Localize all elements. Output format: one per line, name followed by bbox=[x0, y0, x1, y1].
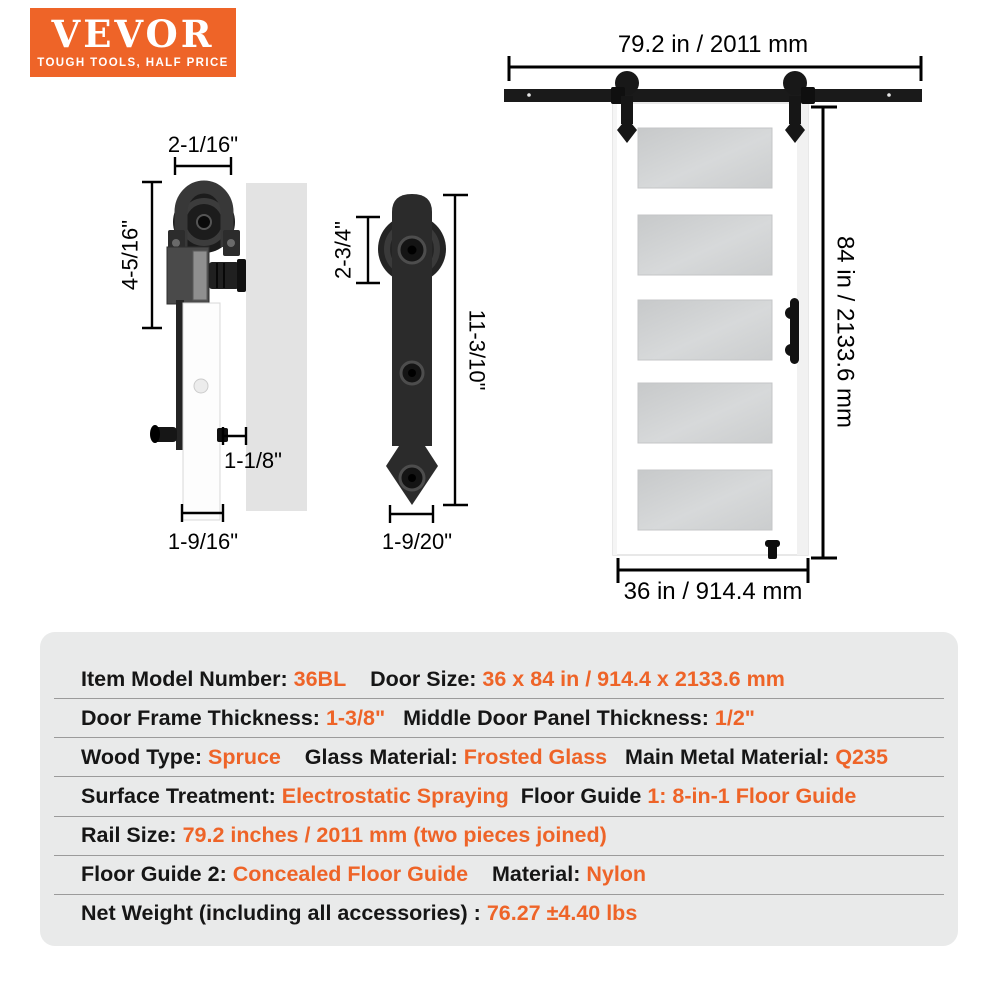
brand-tagline: TOUGH TOOLS, HALF PRICE bbox=[37, 57, 229, 69]
spec-label bbox=[468, 862, 492, 887]
spec-label bbox=[607, 745, 625, 770]
door-edge-strip bbox=[183, 303, 220, 520]
dim-label-roller-top-width: 2-1/16" bbox=[167, 132, 239, 157]
dim-label-door-height: 84 in / 2133.6 mm bbox=[831, 235, 859, 429]
spec-row bbox=[54, 777, 944, 816]
roller-side-diagram bbox=[100, 130, 320, 580]
spec-label: Middle Door Panel Thickness: bbox=[403, 705, 715, 730]
spec-label: Door Size: bbox=[370, 666, 483, 691]
spec-row bbox=[54, 856, 944, 895]
spec-label: Glass Material: bbox=[304, 744, 464, 769]
spec-label: Floor Guide bbox=[520, 783, 648, 808]
spec-label bbox=[281, 745, 305, 770]
spec-value: Q235 bbox=[835, 744, 888, 769]
spec-value: 1-3/8" bbox=[325, 705, 386, 730]
dim-roller-height bbox=[118, 182, 162, 328]
spec-label: Item Model Number: bbox=[81, 666, 294, 691]
spec-label: Material: bbox=[491, 862, 587, 887]
spec-label bbox=[385, 706, 403, 731]
dim-label-hanger-height: 11-3/10" bbox=[464, 309, 490, 391]
dim-hanger-bottom-width bbox=[382, 505, 452, 554]
spec-label: Net Weight (including all accessories) : bbox=[81, 901, 487, 926]
dim-rail-length bbox=[509, 31, 921, 81]
spec-row bbox=[54, 699, 944, 738]
spec-label: Door Frame Thickness: bbox=[81, 705, 326, 730]
spec-label bbox=[509, 784, 521, 809]
spec-table bbox=[40, 632, 958, 946]
dim-label-roller-bottom-width: 1-9/16" bbox=[167, 529, 239, 554]
spec-label: Floor Guide 2: bbox=[81, 862, 233, 887]
spec-value: Frosted Glass bbox=[463, 744, 608, 769]
spec-row bbox=[54, 895, 944, 933]
sliding-rail bbox=[504, 89, 922, 102]
spec-row bbox=[54, 660, 944, 699]
spec-value: 79.2 inches / 2011 mm (two pieces joined) bbox=[182, 823, 607, 848]
dim-label-hanger-wheel: 2-3/4" bbox=[330, 221, 356, 279]
vevor-logo bbox=[30, 8, 236, 77]
spec-value: 1/2" bbox=[714, 705, 755, 730]
spec-value: Nylon bbox=[586, 862, 647, 887]
dim-label-roller-height: 4-5/16" bbox=[117, 219, 143, 291]
spec-row bbox=[54, 817, 944, 856]
spec-value: Electrostatic Spraying bbox=[281, 783, 509, 808]
spec-value: 76.27 ±4.40 lbs bbox=[486, 901, 638, 926]
spec-value: Spruce bbox=[208, 744, 281, 769]
door-rail-diagram bbox=[470, 25, 1000, 610]
dim-label-rail-length: 79.2 in / 2011 mm bbox=[617, 31, 809, 58]
brand-name: VEVOR bbox=[51, 12, 215, 56]
spec-row bbox=[54, 738, 944, 777]
spec-label bbox=[346, 667, 370, 692]
dim-door-height bbox=[811, 107, 859, 558]
spec-value: Concealed Floor Guide bbox=[232, 862, 469, 887]
dim-roller-top-width bbox=[168, 132, 238, 175]
dim-door-width bbox=[618, 558, 808, 605]
spec-label: Wood Type: bbox=[81, 744, 208, 769]
spec-value: 1: 8-in-1 Floor Guide bbox=[647, 783, 857, 808]
spec-value: 36BL bbox=[293, 666, 347, 691]
dim-hanger-wheel bbox=[331, 217, 380, 283]
dim-label-roller-offset: 1-1/8" bbox=[224, 448, 282, 473]
frosted-glass-panels bbox=[638, 128, 772, 530]
spec-value: 36 x 84 in / 914.4 x 2133.6 mm bbox=[482, 666, 785, 691]
barn-door bbox=[613, 103, 808, 559]
spec-label: Surface Treatment: bbox=[81, 783, 282, 808]
dim-label-hanger-bottom-width: 1-9/20" bbox=[381, 529, 453, 554]
spec-label: Main Metal Material: bbox=[625, 744, 836, 769]
spec-label: Rail Size: bbox=[81, 823, 183, 848]
dim-label-door-width: 36 in / 914.4 mm bbox=[623, 578, 803, 605]
